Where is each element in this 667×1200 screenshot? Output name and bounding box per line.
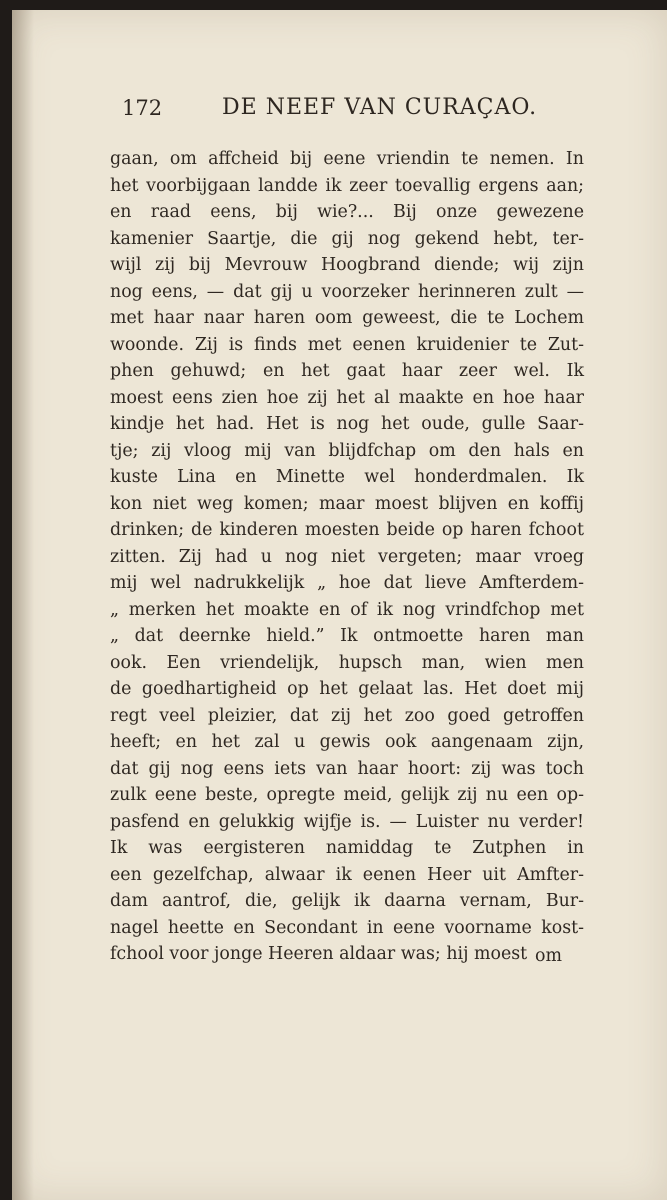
text-line: phen gehuwd; en het gaat haar zeer wel. Ik — [110, 361, 584, 381]
text-line: drinken; de kinderen moesten beide op haren fchoot — [110, 520, 584, 540]
text-line: regt veel pleizier, dat zij het zoo goed getroffen — [110, 705, 584, 726]
text-line: „ merken het moakte en of ik nog vrindfchop met — [110, 599, 584, 620]
page-gutter-shadow — [12, 10, 34, 1200]
running-title: DE NEEF VAN CURAÇAO. — [222, 95, 538, 120]
catchword: om — [535, 946, 562, 966]
text-line: moest eens zien hoe zij het al maakte en hoe haar — [110, 387, 584, 408]
text-line: kuste Lina en Minette wel honderdmalen. Ik — [110, 467, 584, 487]
text-line: mij wel nadrukkelijk „ hoe dat lieve Amfterdem- — [110, 573, 584, 593]
text-line: nog eens, — dat gij u voorzeker herinneren zult — — [110, 281, 584, 302]
text-line: de goedhartigheid op het gelaat las. Het doet mij — [110, 679, 584, 699]
text-line: gaan, om affcheid bij eene vriendin te nemen. In — [110, 149, 584, 169]
text-line: en raad eens, bij wie?... Bij onze gewezene — [110, 202, 584, 222]
page-number: 172 — [122, 96, 163, 120]
text-line: zitten. Zij had u nog niet vergeten; maar vroeg — [110, 546, 584, 567]
page-header — [110, 92, 610, 126]
text-line: nagel heette en Secondant in eene voorname kost- — [110, 917, 584, 938]
text-line: kamenier Saartje, die gij nog gekend hebt, ter- — [110, 228, 584, 249]
text-line: een gezelfchap, alwaar ik eenen Heer uit Amfter- — [110, 864, 584, 885]
text-line: heeft; en het zal u gewis ook aangenaam zijn, — [110, 732, 584, 752]
text-line: tje; zij vloog mij van blijdfchap om den hals en — [110, 440, 584, 461]
text-line: woonde. Zij is finds met eenen kruidenier te Zut- — [110, 334, 584, 355]
text-line: „ dat deernke hield.” Ik ontmoette haren man — [110, 626, 584, 646]
text-line: fchool voor jonge Heeren aldaar was; hij moest — [110, 944, 528, 964]
text-line: wijl zij bij Mevrouw Hoogbrand diende; wij zijn — [110, 255, 584, 275]
text-line: Ik was eergisteren namiddag te Zutphen in — [110, 838, 584, 858]
text-line: zulk eene beste, opregte meid, gelijk zij nu een op- — [110, 785, 584, 805]
text-line: kon niet weg komen; maar moest blijven en koffij — [110, 493, 584, 514]
text-line: dam aantrof, die, gelijk ik daarna vernam, Bur- — [110, 891, 584, 911]
body-text — [110, 146, 584, 968]
text-line: het voorbijgaan landde ik zeer toevallig ergens aan; — [110, 175, 584, 196]
text-line: pasfend en gelukkig wijfje is. — Luister nu verder! — [110, 811, 584, 832]
text-line: dat gij nog eens iets van haar hoort: zij was toch — [110, 758, 584, 779]
text-line: kindje het had. Het is nog het oude, gulle Saar- — [110, 414, 584, 434]
text-line: ook. Een vriendelijk, hupsch man, wien men — [110, 652, 584, 673]
text-line: met haar naar haren oom geweest, die te Lochem — [110, 308, 584, 328]
